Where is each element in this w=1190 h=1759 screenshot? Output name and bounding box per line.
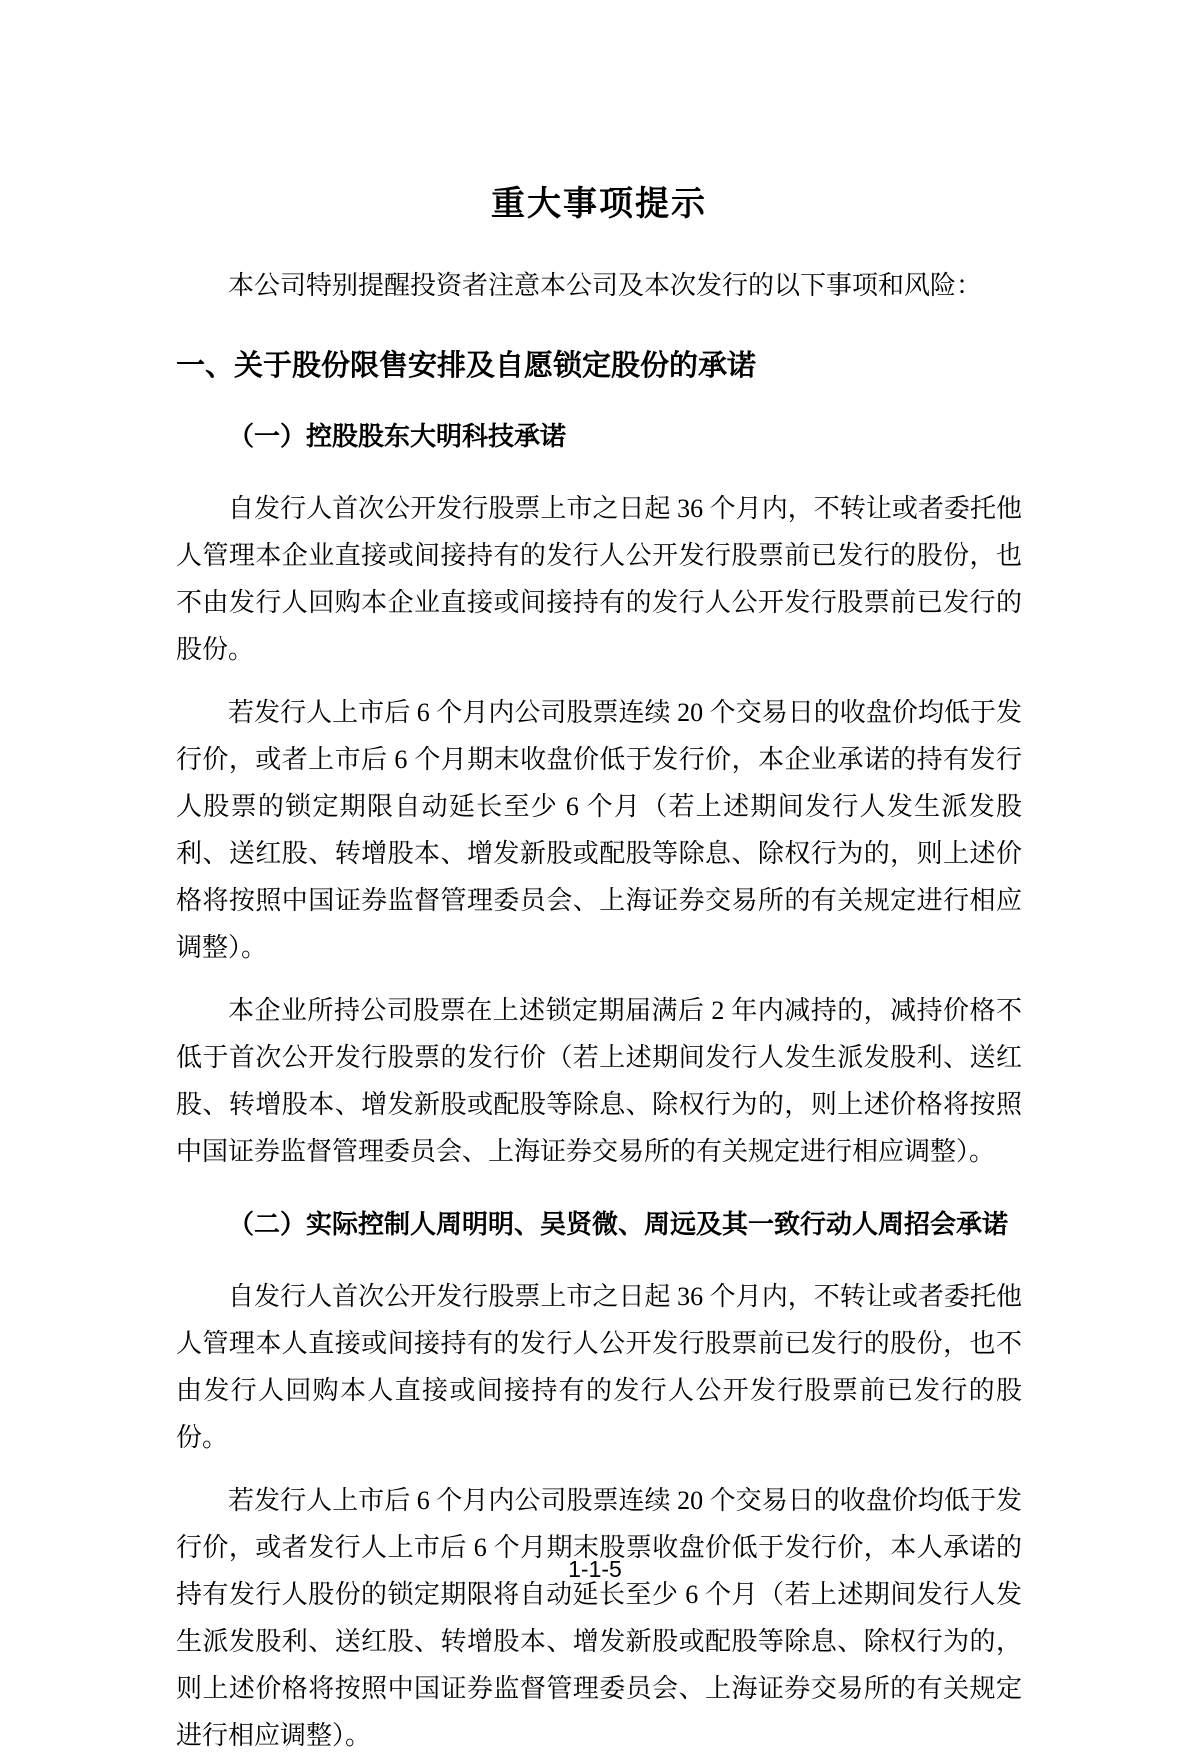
section-1-heading: 一、关于股份限售安排及自愿锁定股份的承诺	[176, 350, 757, 382]
subsection-1-paragraph-1: 自发行人首次公开发行股票上市之日起 36 个月内，不转让或者委托他人管理本企业直接或间接持有的发行人公开发行股票前已发行的股份，也不由发行人回购本企业直接或间接持有的发行人公开发行股票前已发行的股份。	[176, 494, 1022, 664]
subsection-1-heading: （一）控股股东大明科技承诺	[228, 422, 567, 451]
subsection-1-paragraph-2: 若发行人上市后 6 个月内公司股票连续 20 个交易日的收盘价均低于发行价，或者上市后 6 个月期末收盘价低于发行价，本企业承诺的持有发行人股票的锁定期限自动延长至少 6 个月（若上述期间发行人发生派发股利、送红股、转增股本、增发新股或配股等除息、除权行为的，则上述价格将按照中国证券监督管理委员会、上海证券交易所的有关规定进行相应调整）。	[176, 698, 1022, 962]
subsection-2-heading: （二）实际控制人周明明、吴贤微、周远及其一致行动人周招会承诺	[228, 1210, 1009, 1239]
subsection-2-paragraph-1: 自发行人首次公开发行股票上市之日起 36 个月内，不转让或者委托他人管理本人直接或间接持有的发行人公开发行股票前已发行的股份，也不由发行人回购本人直接或间接持有的发行人公开发行股票前已发行的股份。	[176, 1282, 1022, 1452]
subsection-2-paragraph-2: 若发行人上市后 6 个月内公司股票连续 20 个交易日的收盘价均低于发行价，或者发行人上市后 6 个月期末股票收盘价低于发行价，本人承诺的持有发行人股份的锁定期限将自动延长至少 6 个月（若上述期间发行人发生派发股利、送红股、转增股本、增发新股或配股等除息、除权行为的，则上述价格将按照中国证券监督管理委员会、上海证券交易所的有关规定进行相应调整）。	[176, 1486, 1022, 1750]
page-number: 1-1-5	[568, 1556, 622, 1582]
intro-paragraph: 本公司特别提醒投资者注意本公司及本次发行的以下事项和风险：	[228, 271, 983, 300]
subsection-1-paragraph-3: 本企业所持公司股票在上述锁定期届满后 2 年内减持的，减持价格不低于首次公开发行股票的发行价（若上述期间发行人发生派发股利、送红股、转增股本、增发新股或配股等除息、除权行为的，则上述价格将按照中国证券监督管理委员会、上海证券交易所的有关规定进行相应调整）。	[176, 996, 1022, 1166]
doc-title: 重大事项提示	[491, 185, 707, 223]
